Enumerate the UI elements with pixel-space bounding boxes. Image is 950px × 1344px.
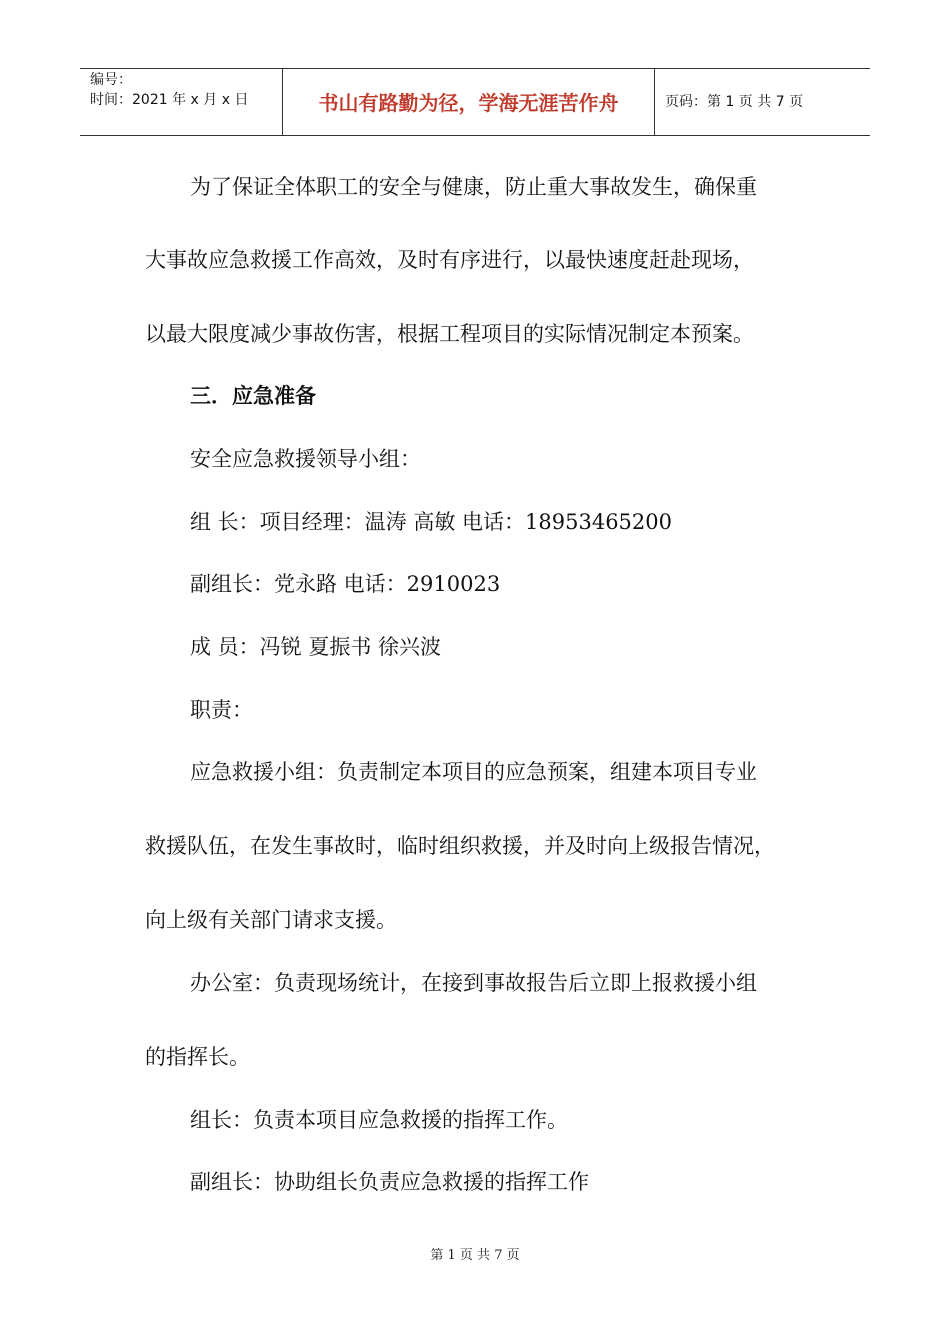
paragraph-intro-line-1: 为了保证全体职工的安全与健康，防止重大事故发生，确保重: [190, 175, 757, 199]
section-heading: 三．应急准备: [190, 384, 316, 408]
duty-rescue-team-line-2: 救援队伍，在发生事故时，临时组织救援，并及时向上级报告情况，: [145, 834, 775, 858]
paragraph-intro-line-2: 大事故应急救援工作高效，及时有序进行，以最快速度赶赴现场，: [145, 248, 754, 272]
header-slogan-cell: [282, 69, 655, 135]
duty-office-line-2: 的指挥长。: [145, 1045, 250, 1069]
members-line: 成 员：冯锐 夏振书 徐兴波: [190, 635, 442, 659]
duty-rescue-team-line-3: 向上级有关部门请求支援。: [145, 908, 397, 932]
leader-group-title: 安全应急救援领导小组：: [190, 447, 421, 471]
page-footer: 第 1 页 共 7 页: [430, 1248, 520, 1263]
duty-office-line-1: 办公室：负责现场统计，在接到事故报告后立即上报救援小组: [190, 971, 757, 995]
document-header: [80, 68, 870, 136]
header-page-cell: [655, 69, 870, 135]
duties-title: 职责：: [190, 698, 253, 722]
duty-leader-line: 组长：负责本项目应急救援的指挥工作。: [190, 1108, 568, 1132]
duty-deputy-line: 副组长：协助组长负责应急救援的指挥工作: [190, 1170, 589, 1194]
deputy-leader-line: 副组长：党永路 电话：2910023: [190, 572, 501, 596]
header-page-code: 页码：第 1 页 共 7 页: [665, 94, 804, 110]
duty-rescue-team-line-1: 应急救援小组：负责制定本项目的应急预案，组建本项目专业: [190, 760, 757, 784]
group-leader-line: 组 长：项目经理：温涛 高敏 电话：18953465200: [190, 510, 672, 534]
header-meta-cell: [80, 69, 282, 135]
document-number-label: 编号：: [90, 72, 132, 88]
document-date-label: 时间：2021 年 x 月 x 日: [90, 92, 249, 108]
header-slogan: 书山有路勤为径，学海无涯苦作舟: [318, 91, 619, 115]
paragraph-intro-line-3: 以最大限度减少事故伤害，根据工程项目的实际情况制定本预案。: [145, 322, 754, 346]
